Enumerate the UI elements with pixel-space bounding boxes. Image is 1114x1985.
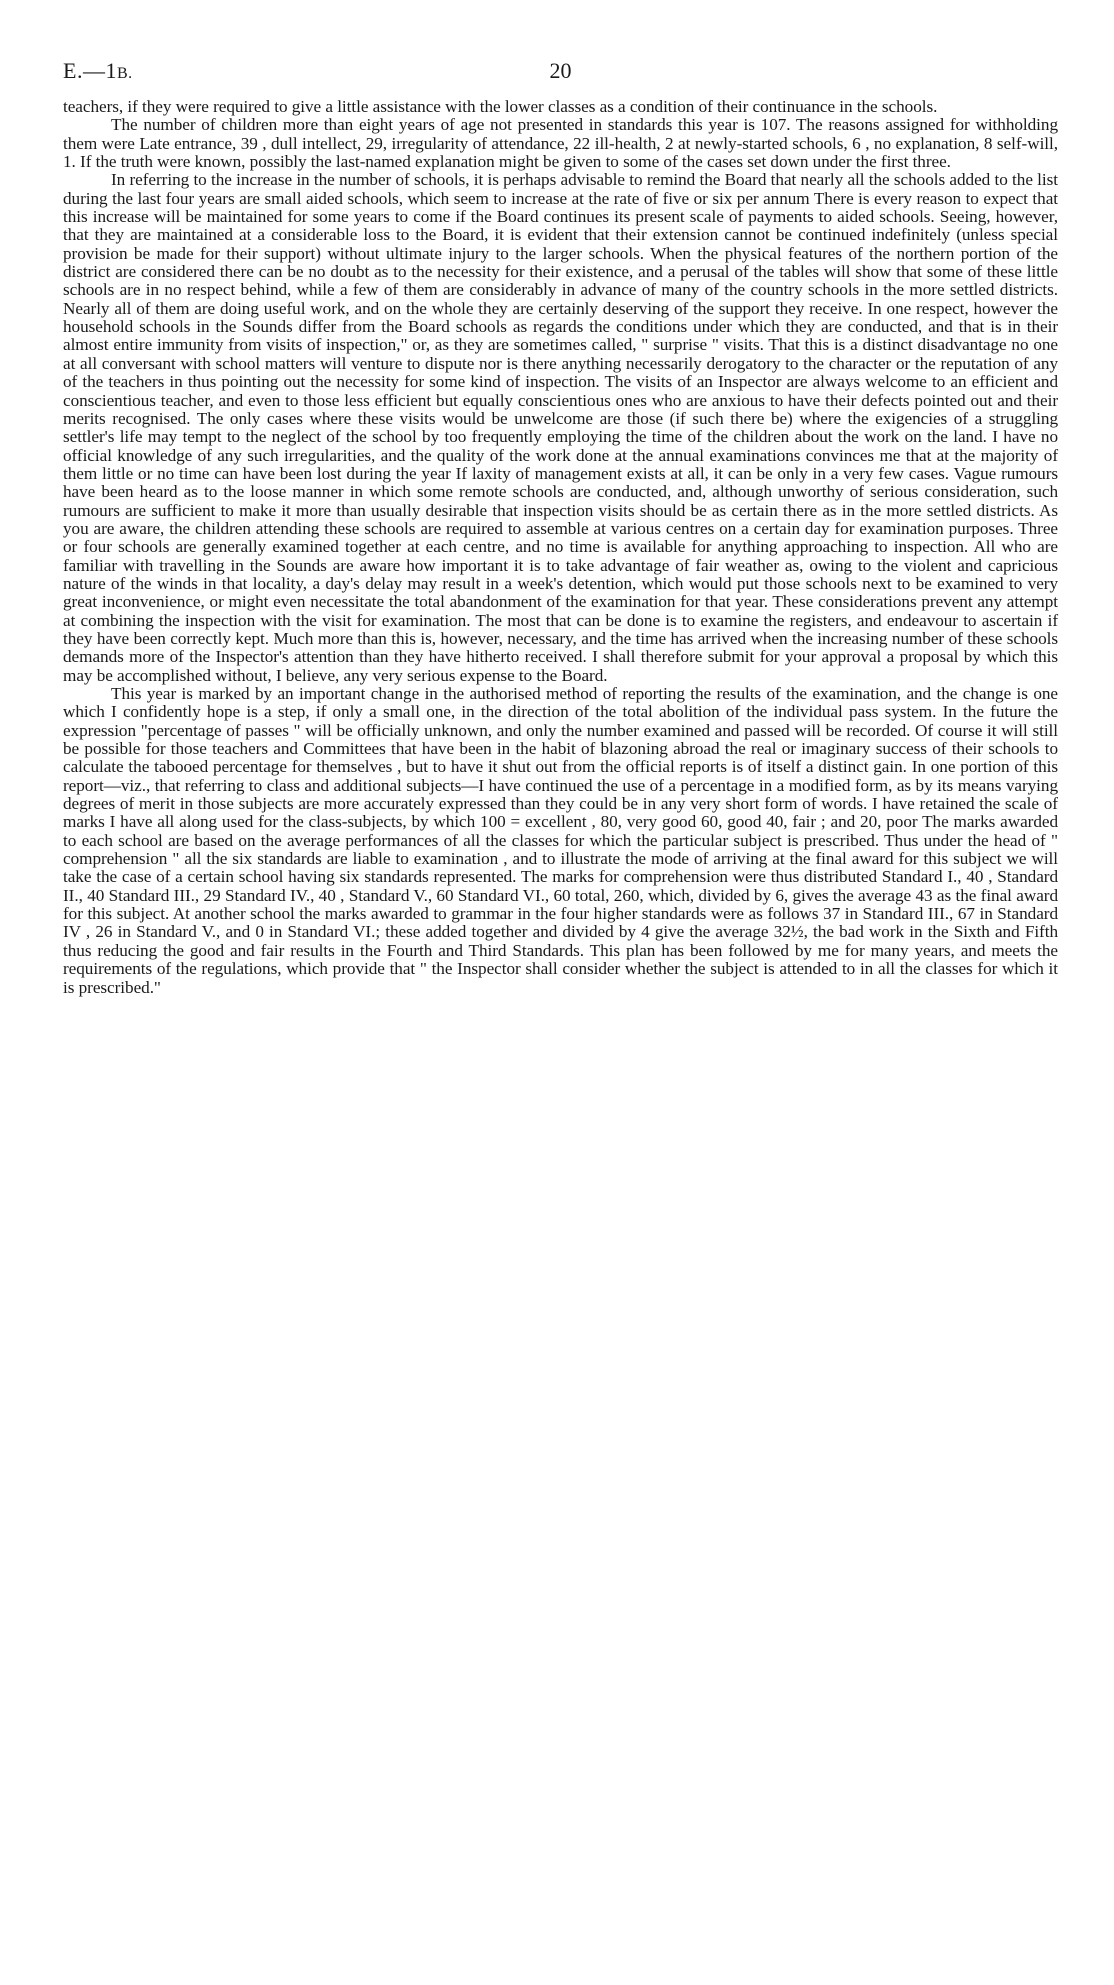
report-body xyxy=(63,98,1058,997)
page-header xyxy=(63,58,1058,98)
report-reference-label: E.—1 xyxy=(63,58,117,83)
document-page xyxy=(63,58,1058,997)
paragraph-method-of-reporting: This year is marked by an important change in the authorised method of reporting the results of the examination, and the change is one which I confidently hope is a step, if only a small one, in the direction of the total abolition of the individual pass system. In the future the expression "percentage of passes " will be officially unknown, and only the number examined and passed will be recorded. Of course it will still be possible for those teachers and Committees that have been in the habit of blazoning abroad the real or imaginary success of their schools to calculate the tabooed percentage for themselves , but to have it shut out from the official reports is of itself a distinct gain. In one portion of this report—viz., that referring to class and additional subjects—I have continued the use of a percentage in a modified form, as by its means varying degrees of merit in those subjects are more accurately expressed than they could be in any very short form of words. I have retained the scale of marks I have all along used for the class-subjects, by which 100 = excellent , 80, very good 60, good 40, fair ; and 20, poor The marks awarded to each school are based on the average performances of all the classes for which the particular subject is prescribed. Thus under the head of " comprehension " all the six standards are liable to examination , and to illustrate the mode of arriving at the final award for this subject we will take the case of a certain school having six standards represented. The marks for comprehension were thus distributed Standard I., 40 , Standard II., 40 Standard III., 29 Standard IV., 40 , Standard V., 60 Standard VI., 60 total, 260, which, divided by 6, gives the average 43 as the final award for this subject. At another school the marks awarded to grammar in the four higher standards were as follows 37 in Standard III., 67 in Standard IV , 26 in Standard V., and 0 in Standard VI.; these added together and divided by 4 give the average 32½, the bad work in the Sixth and Fifth thus reducing the good and fair results in the Fourth and Third Standards. This plan has been followed by me for many years, and meets the requirements of the regulations, which provide that " the Inspector shall consider whether the subject is attended to in all the classes for which it is prescribed." xyxy=(63,684,1058,997)
paragraph-children-not-presented: The number of children more than eight years of age not presented in standards this year is 107. The reasons assigned for withholding them were Late entrance, 39 , dull intellect, 29, irregularity of attendance, 22 ill-health, 2 at newly-started schools, 6 , no explanation, 8 self-will, 1. If the truth were known, possibly the last-named explanation might be given to some of the cases set down under the first three. xyxy=(63,115,1058,172)
paragraph-continuation: teachers, if they were required to give a little assistance with the lower classes as a condition of their continuance in the schools. xyxy=(63,97,938,116)
report-reference-suffix: B. xyxy=(116,65,133,82)
paragraph-increase-of-schools: In referring to the increase in the number of schools, it is perhaps advisable to remind the Board that nearly all the schools added to the list during the last four years are small aided schools, which seem to increase at the rate of five or six per annum There is every reason to expect that this increase will be maintained for some years to come if the Board continues its present scale of payments to aided schools. Seeing, however, that they are maintained at a considerable loss to the Board, it is evident that their extension cannot be continued indefinitely (unless special provision be made for their support) without ultimate injury to the larger schools. When the physical features of the northern portion of the district are considered there can be no doubt as to the necessity for their existence, and a perusal of the tables will show that some of these little schools are in no respect behind, while a few of them are considerably in advance of many of the country schools in the more settled districts. Nearly all of them are doing useful work, and on the whole they are certainly deserving of the support they receive. In one respect, however the household schools in the Sounds differ from the Board schools as regards the conditions under which they are conducted, and that is in their almost entire immunity from visits of inspection," or, as they are sometimes called, " surprise " visits. That this is a distinct disadvantage no one at all conversant with school matters will venture to dispute nor is there anything necessarily derogatory to the character or the reputation of any of the teachers in thus pointing out the necessity for some kind of inspection. The visits of an Inspector are always welcome to an efficient and conscientious teacher, and even to those less efficient but equally conscientious ones who are anxious to have their defects pointed out and their merits recognised. The only cases where these visits would be unwelcome are those (if such there be) where the exigencies of a struggling settler's life may tempt to the neglect of the school by too frequently employing the time of the children about the work on the land. I have no official knowledge of any such irregularities, and the quality of the work done at the annual examinations convinces me that at the majority of them little or no time can have been lost during the year If laxity of management exists at all, it can be only in a very few cases. Vague rumours have been heard as to the loose manner in which some remote schools are conducted, and, although unworthy of serious consideration, such rumours are sufficient to make it more than usually desirable that inspection visits should be as certain there as in the more settled districts. As you are aware, the children attending these schools are required to assemble at various centres on a certain day for examination purposes. Three or four schools are generally examined together at each centre, and no time is available for anything approaching to inspection. All who are familiar with travelling in the Sounds are aware how important it is to take advantage of fair weather as, owing to the violent and capricious nature of the winds in that locality, a day's delay may result in a week's detention, which would put those schools next to be examined to very great inconvenience, or might even necessitate the total abandonment of the examination for that year. These considerations prevent any attempt at combining the inspection with the visit for examination. The most that can be done is to examine the registers, and endeavour to ascertain if they have been correctly kept. Much more than this is, however, necessary, and the time has arrived when the increasing number of these schools demands more of the Inspector's attention than they have hitherto received. I shall therefore submit for your approval a proposal by which this may be accomplished without, I believe, any very serious expense to the Board. xyxy=(63,170,1058,685)
page-number: 20 xyxy=(549,58,572,83)
